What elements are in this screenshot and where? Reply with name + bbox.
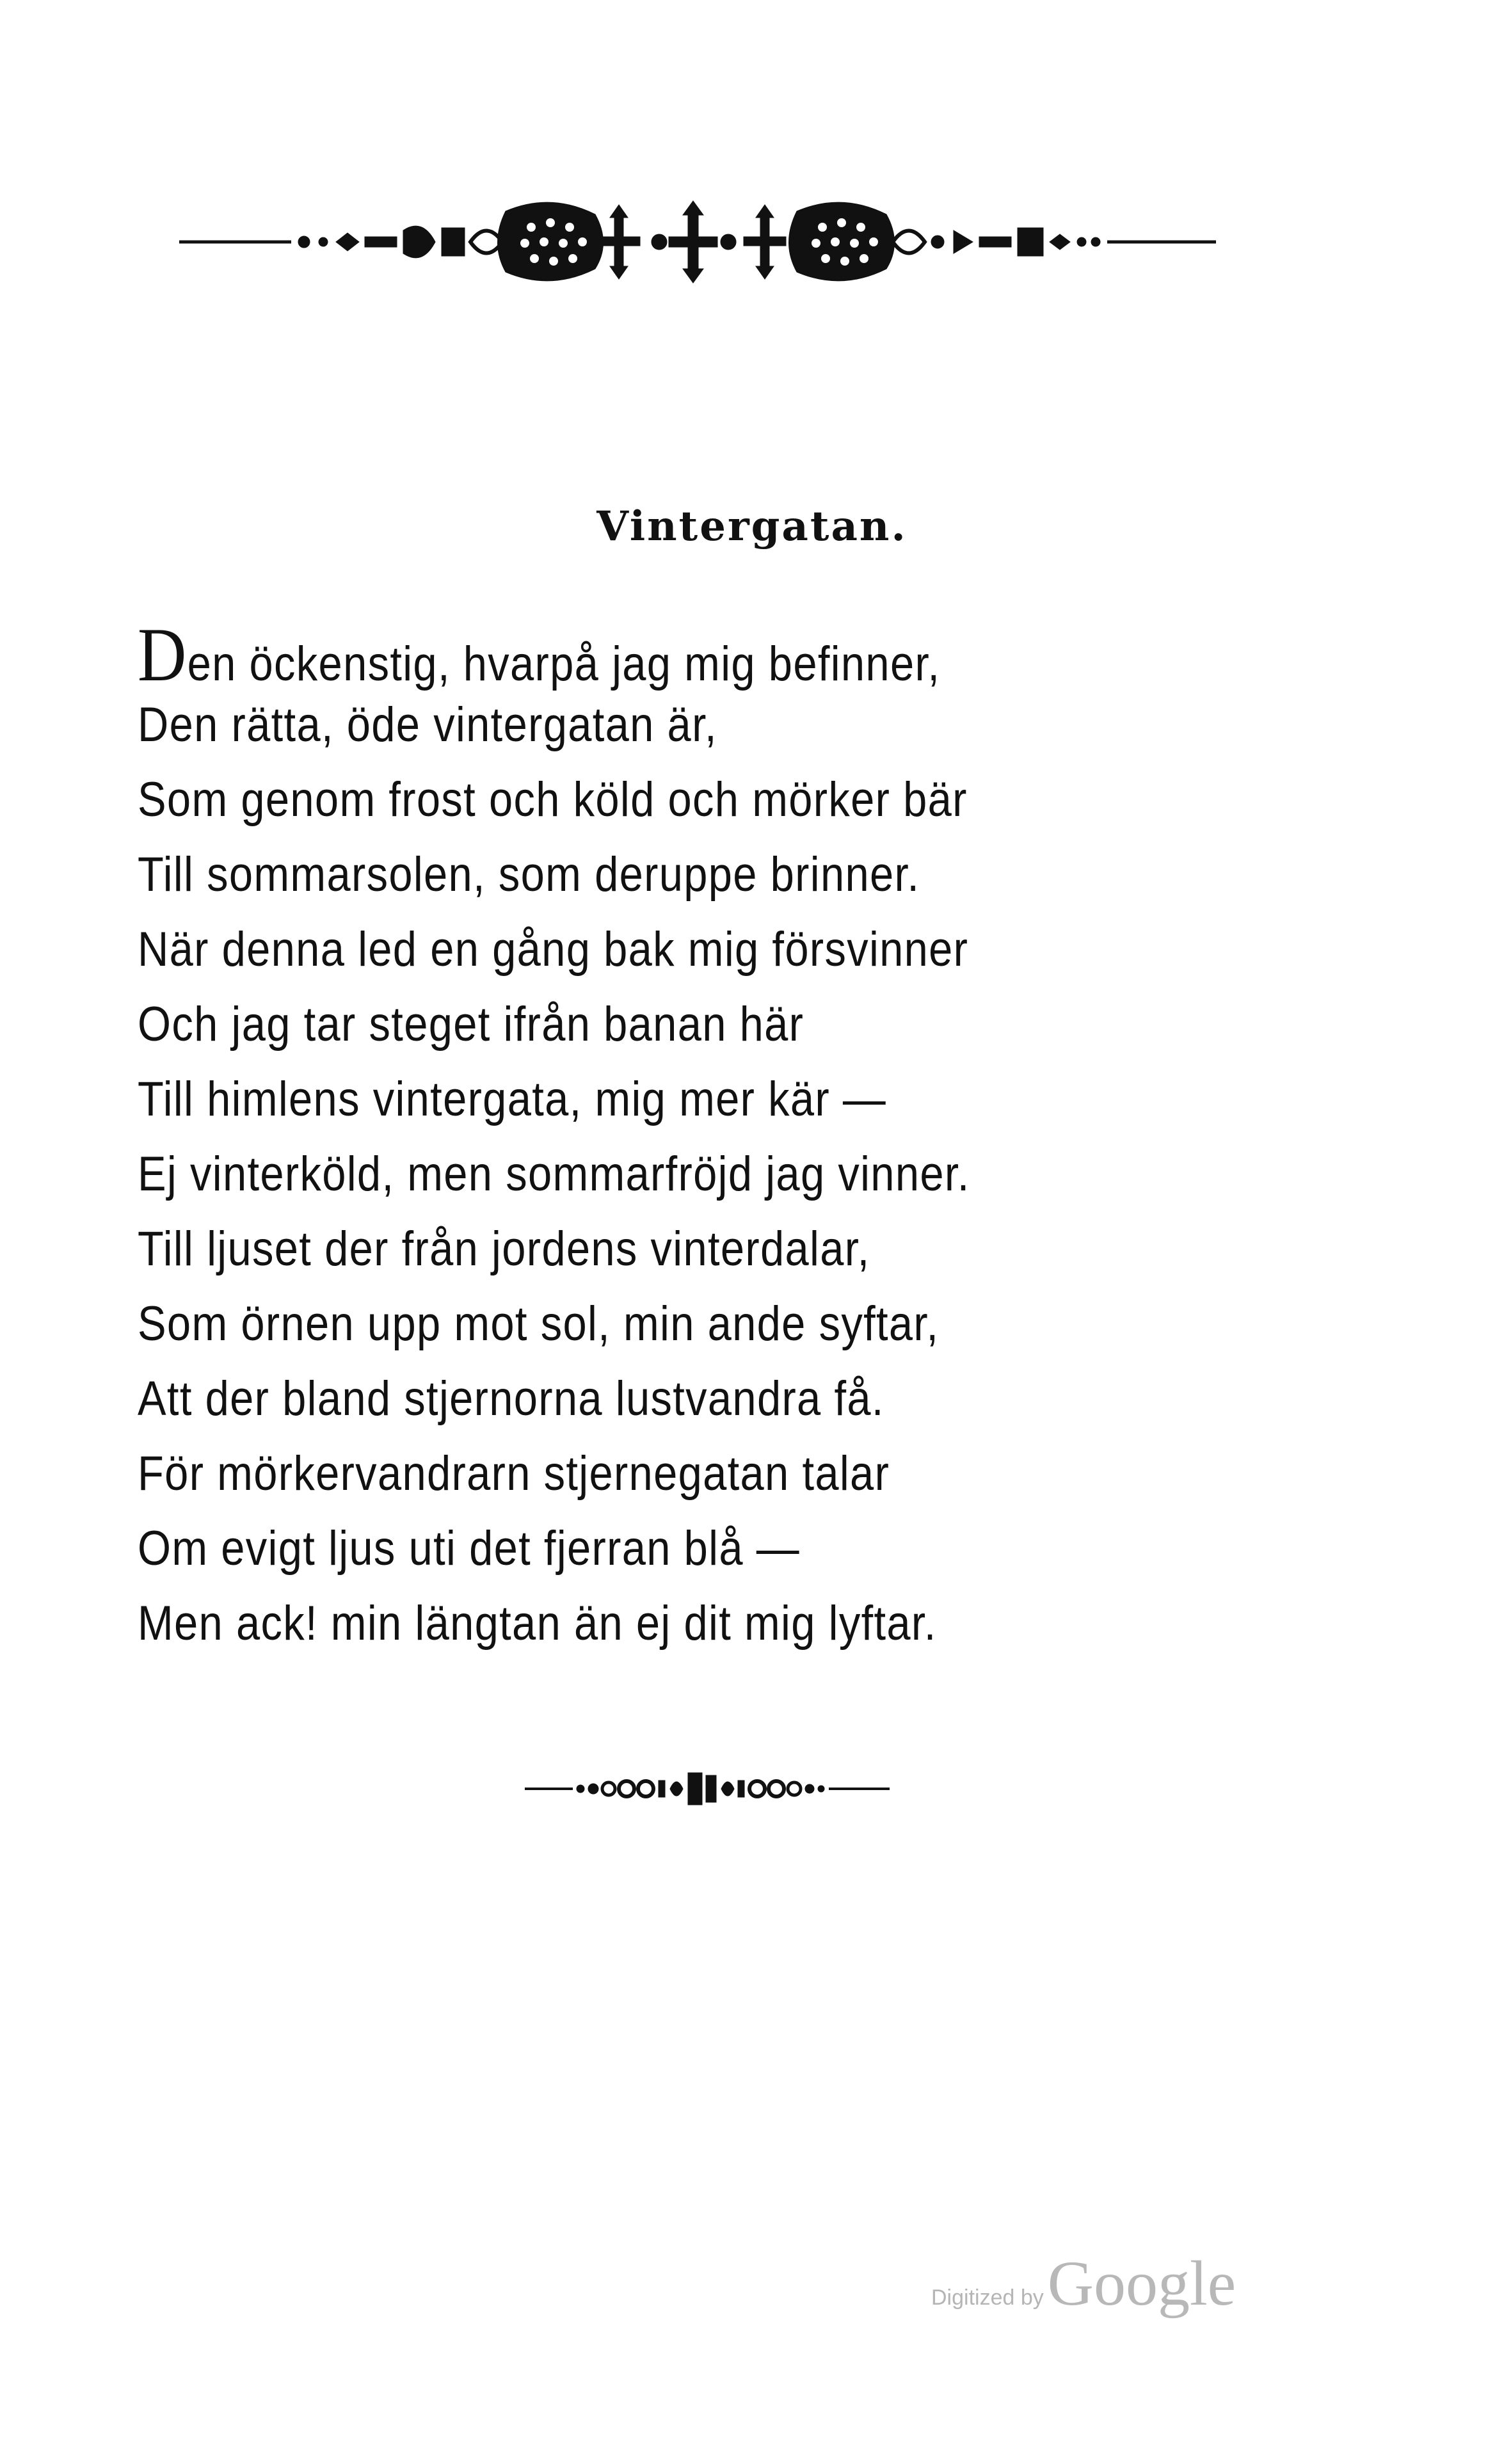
poem-line: Men ack! min längtan än ej dit mig lyftar. [138, 1596, 937, 1651]
poem-line: Att der bland stjernorna lustvandra få. [138, 1372, 884, 1426]
poem-line: För mörkervandrarn stjernegatan talar [138, 1446, 890, 1501]
ornamental-tailpiece-icon [522, 1766, 893, 1811]
poem-line: Den rätta, öde vintergatan är, [138, 698, 717, 752]
poem-line: Till ljuset der från jordens vinterdalar, [138, 1222, 870, 1276]
ornamental-border-icon [173, 192, 1222, 294]
poem-line: När denna led en gång bak mig försvinner [138, 922, 969, 977]
digitized-by-google-watermark [931, 2246, 1238, 2330]
poem-line: Till sommarsolen, som deruppe brinner. [138, 847, 920, 902]
poem-line: Som genom frost och köld och mörker bär [138, 772, 968, 827]
poem-line: Till himlens vintergata, mig mer kär — [138, 1072, 887, 1126]
poem-line: Som örnen upp mot sol, min ande syftar, [138, 1297, 940, 1351]
drop-cap: D [138, 612, 188, 697]
poem-line: Ej vinterköld, men sommarfröjd jag vinner. [138, 1147, 970, 1201]
poem-line-text: en öckenstig, hvarpå jag mig befinner, [187, 637, 941, 691]
watermark-brand: Google [1047, 2248, 1236, 2319]
poem-line [138, 612, 941, 697]
watermark-prefix: Digitized by [931, 2285, 1044, 2310]
poem-line: Och jag tar steget ifrån banan här [138, 997, 804, 1052]
poem-line: Om evigt ljus uti det fjerran blå — [138, 1521, 800, 1576]
poem-title: Vintergatan. [596, 502, 908, 550]
